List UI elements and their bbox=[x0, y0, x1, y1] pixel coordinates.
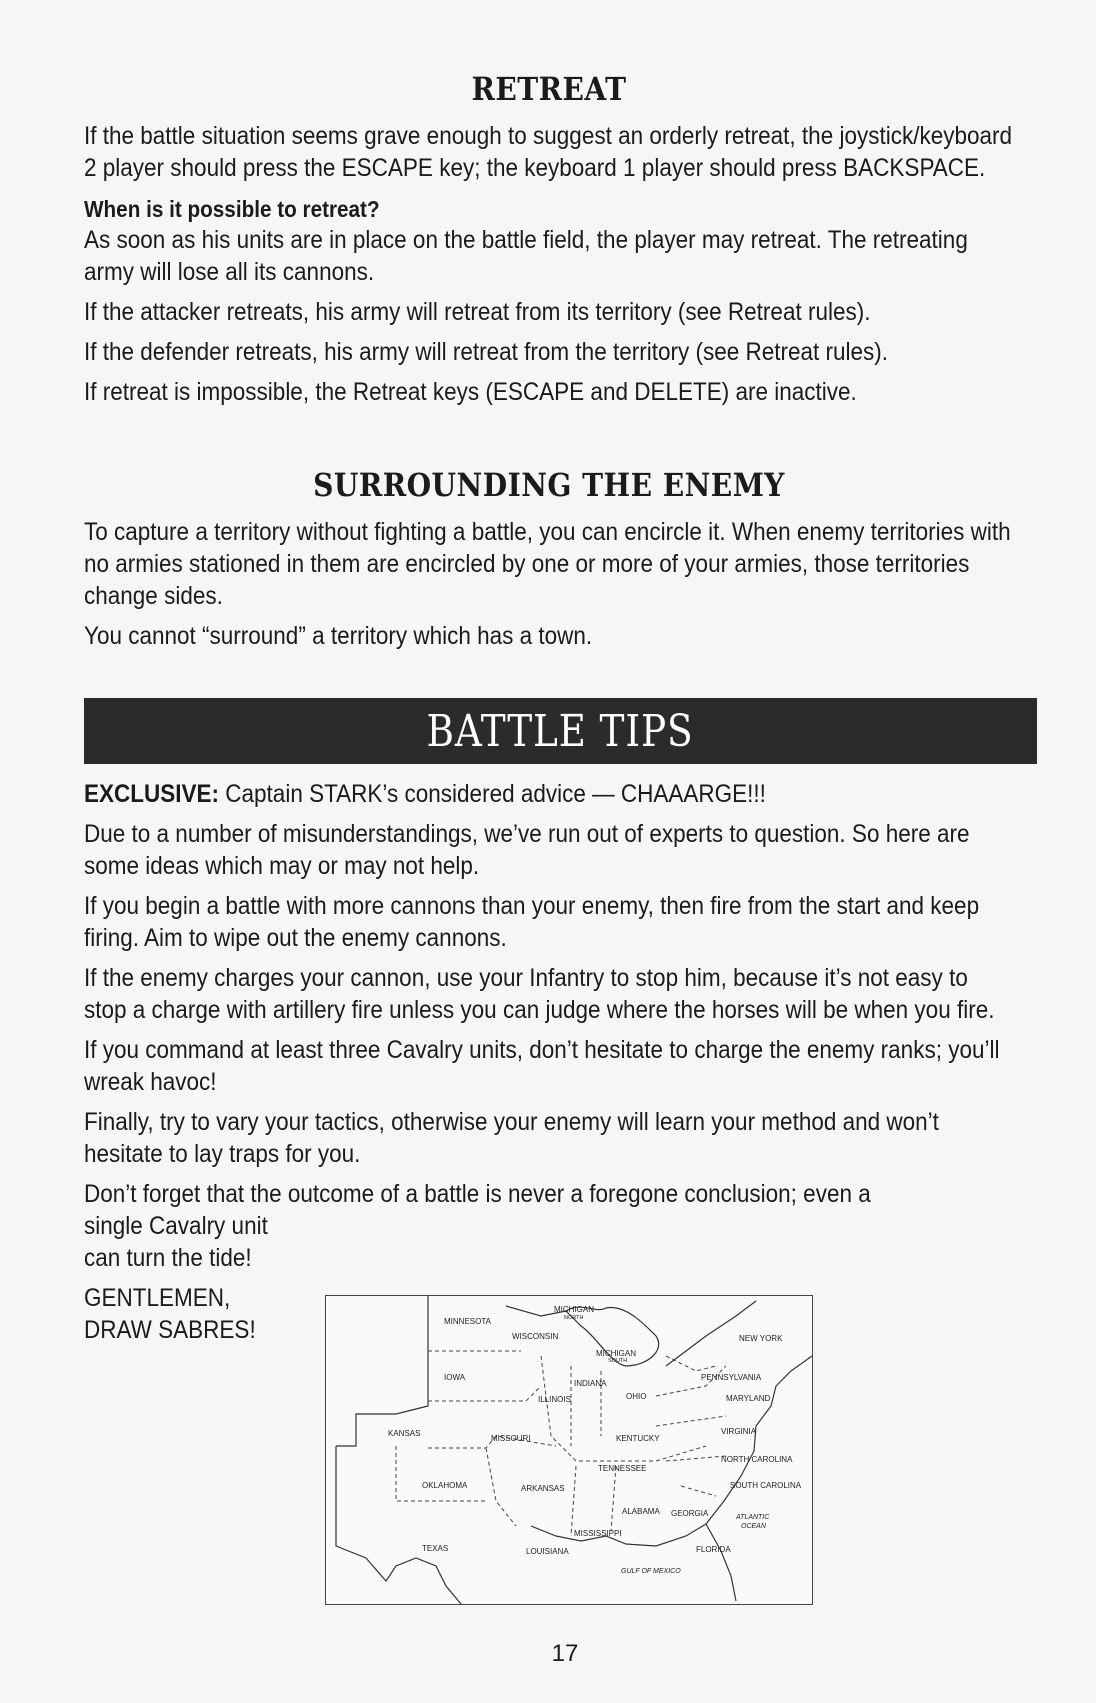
border-sc bbox=[681, 1486, 716, 1496]
surround-body bbox=[84, 516, 1014, 652]
tips-p6b: single Cavalry unit bbox=[84, 1212, 268, 1240]
tips-p6a: Don’t forget that the outcome of a battle is never a foregone conclusion; even a bbox=[84, 1180, 871, 1208]
retreat-question: When is it possible to retreat? bbox=[84, 196, 380, 222]
border-va bbox=[656, 1416, 726, 1426]
retreat-impossible: If retreat is impossible, the Retreat keys (ESCAPE and DELETE) are inactive. bbox=[84, 378, 857, 406]
tips-p5: Finally, try to vary your tactics, otherwise your enemy will learn your method and won’t hesitate to lay traps for you. bbox=[84, 1108, 939, 1168]
western-border bbox=[336, 1296, 428, 1446]
label-pennsylvania: PENNSYLVANIA bbox=[701, 1373, 762, 1382]
tips-p3: If the enemy charges your cannon, use your Infantry to stop him, because it’s not easy to stop a charge with artillery fire unless you can judge where the horses will be when you fire. bbox=[84, 964, 995, 1024]
exclusive-text: Captain STARK’s considered advice — CHAAARGE!!! bbox=[219, 780, 766, 808]
label-north-carolina: NORTH CAROLINA bbox=[721, 1455, 793, 1464]
label-alabama: ALABAMA bbox=[622, 1507, 660, 1516]
label-gulf-of-mexico: GULF OF MEXICO bbox=[621, 1568, 681, 1575]
surround-section bbox=[84, 466, 1014, 504]
us-states-map bbox=[325, 1295, 813, 1605]
tips-p2: If you begin a battle with more cannons than your enemy, then fire from the start and keep firing. Aim to wipe out the enemy cannons. bbox=[84, 892, 980, 952]
border-ok-ar bbox=[486, 1448, 516, 1526]
border-il-ky bbox=[541, 1356, 706, 1461]
label-kansas: KANSAS bbox=[388, 1429, 421, 1438]
label-wisconsin: WISCONSIN bbox=[512, 1332, 559, 1341]
map-drawing bbox=[326, 1296, 812, 1604]
tips-p6c: can turn the tide! bbox=[84, 1244, 252, 1272]
exclusive-label: EXCLUSIVE: bbox=[84, 780, 220, 808]
label-kentucky: KENTUCKY bbox=[616, 1434, 660, 1443]
surround-p1: To capture a territory without fighting a battle, you can encircle it. When enemy territories with no armies stationed in them are encircled by one or more of your armies, those territories change sides. bbox=[84, 518, 1011, 610]
label-tennessee: TENNESSEE bbox=[598, 1464, 647, 1473]
battle-tips-title: BATTLE TIPS bbox=[427, 705, 694, 757]
retreat-body bbox=[84, 120, 1014, 408]
label-new-york: NEW YORK bbox=[739, 1334, 783, 1343]
tips-p1: Due to a number of misunderstandings, we’ve run out of experts to question. So here are some ideas which may or may not help. bbox=[84, 820, 970, 880]
border-ok-tx bbox=[396, 1446, 486, 1501]
border-nc bbox=[666, 1456, 726, 1461]
label-indiana: INDIANA bbox=[574, 1379, 607, 1388]
label-michigan-south: MICHIGAN bbox=[596, 1349, 636, 1358]
label-oklahoma: OKLAHOMA bbox=[422, 1481, 468, 1490]
label-maryland: MARYLAND bbox=[726, 1394, 771, 1403]
texas-border bbox=[336, 1446, 461, 1604]
label-mississippi: MISSISSIPPI bbox=[574, 1529, 622, 1538]
border-ms-al bbox=[571, 1466, 576, 1536]
retreat-defender: If the defender retreats, his army will retreat from the territory (see Retreat rules). bbox=[84, 338, 889, 366]
label-virginia: VIRGINIA bbox=[721, 1427, 757, 1436]
label-ohio: OHIO bbox=[626, 1392, 647, 1401]
retreat-section bbox=[84, 70, 1014, 108]
label-south: SOUTH bbox=[608, 1358, 628, 1364]
retreat-intro: If the battle situation seems grave enough to suggest an orderly retreat, the joystick/keyboard 2 player should press the ESCAPE key; the keyboard 1 player should press BACKSPACE. bbox=[84, 122, 1013, 182]
label-florida: FLORIDA bbox=[696, 1545, 731, 1554]
retreat-attacker: If the attacker retreats, his army will retreat from its territory (see Retreat rules). bbox=[84, 298, 871, 326]
label-ocean: OCEAN bbox=[741, 1523, 766, 1530]
border-ny bbox=[666, 1356, 716, 1371]
page-number: 17 bbox=[551, 1640, 579, 1667]
florida-coast bbox=[706, 1524, 736, 1601]
surround-p2: You cannot “surround” a territory which has a town. bbox=[84, 622, 593, 650]
retreat-answer: As soon as his units are in place on the battle field, the player may retreat. The retreating army will lose all its cannons. bbox=[84, 226, 968, 286]
tips-p4: If you command at least three Cavalry units, don’t hesitate to charge the enemy ranks; you’ll wreak havoc! bbox=[84, 1036, 1000, 1096]
tips-exclusive bbox=[84, 778, 1013, 810]
label-michigan-north: MICHIGAN bbox=[554, 1305, 594, 1314]
closing-line-1: GENTLEMEN, bbox=[84, 1284, 231, 1312]
surround-heading: SURROUNDING THE ENEMY bbox=[313, 466, 785, 504]
label-arkansas: ARKANSAS bbox=[521, 1484, 565, 1493]
label-iowa: IOWA bbox=[444, 1373, 466, 1382]
label-illinois: ILLINOIS bbox=[538, 1395, 571, 1404]
label-louisiana: LOUISIANA bbox=[526, 1547, 569, 1556]
border-al-ga bbox=[611, 1466, 616, 1531]
closing-line-2: DRAW SABRES! bbox=[84, 1316, 256, 1344]
border-ia-mo bbox=[428, 1386, 541, 1401]
label-missouri: MISSOURI bbox=[491, 1434, 531, 1443]
label-georgia: GEORGIA bbox=[671, 1509, 709, 1518]
retreat-heading: RETREAT bbox=[471, 70, 627, 108]
label-atlantic: ATLANTIC bbox=[736, 1514, 770, 1521]
label-texas: TEXAS bbox=[422, 1544, 449, 1553]
label-south-carolina: SOUTH CAROLINA bbox=[730, 1481, 802, 1490]
label-minnesota: MINNESOTA bbox=[444, 1317, 491, 1326]
battle-tips-banner bbox=[84, 698, 1037, 764]
tips-body bbox=[84, 778, 1014, 1346]
label-north: NORTH bbox=[564, 1315, 584, 1321]
